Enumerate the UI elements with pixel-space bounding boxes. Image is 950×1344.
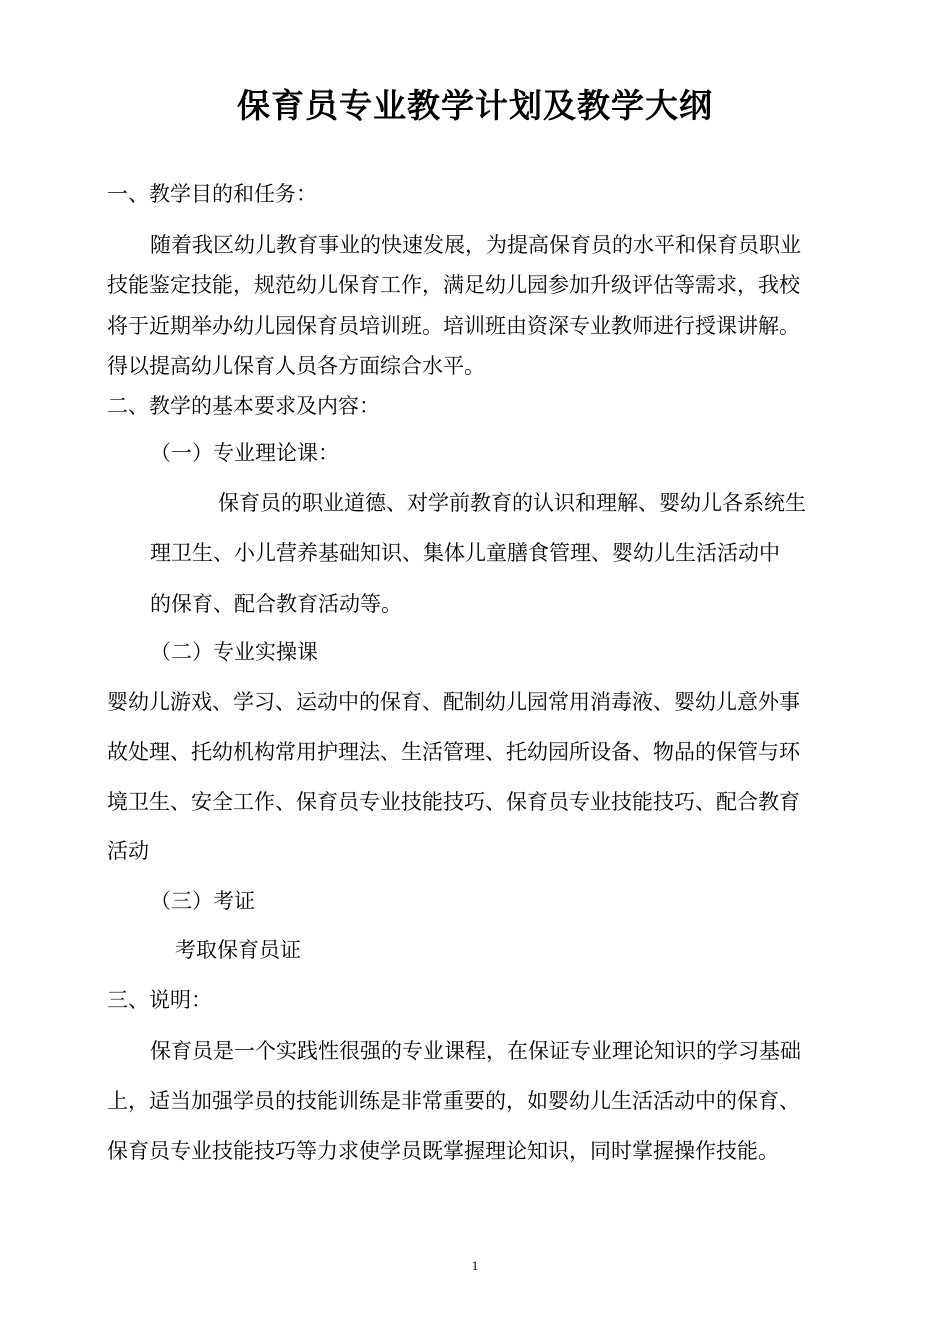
- paragraph-line: 得以提高幼儿保育人员各方面综合水平。: [107, 354, 485, 378]
- paragraph-line: 技能鉴定技能，规范幼儿保育工作，满足幼儿园参加升级评估等需求，我校: [107, 273, 800, 297]
- paragraph-line: 故处理、托幼机构常用护理法、生活管理、托幼园所设备、物品的保管与环: [107, 740, 800, 764]
- subsection-heading-3: （三）考证: [150, 889, 255, 913]
- paragraph-line: 保育员的职业道德、对学前教育的认识和理解、婴幼儿各系统生: [218, 491, 806, 515]
- paragraph-line: 将于近期举办幼儿园保育员培训班。培训班由资深专业教师进行授课讲解。: [107, 314, 800, 338]
- paragraph-line: 随着我区幼儿教育事业的快速发展，为提高保育员的水平和保育员职业: [150, 233, 801, 257]
- paragraph-line: 活动: [107, 839, 149, 863]
- subsection-heading-1: （一）专业理论课：: [150, 441, 339, 465]
- paragraph-line: 考取保育员证: [175, 938, 301, 962]
- paragraph-line: 保育员是一个实践性很强的专业课程，在保证专业理论知识的学习基础: [150, 1039, 801, 1063]
- paragraph-line: 上，适当加强学员的技能训练是非常重要的，如婴幼儿生活活动中的保育、: [107, 1089, 800, 1113]
- subsection-heading-2: （二）专业实操课: [150, 640, 318, 664]
- paragraph-line: 保育员专业技能技巧等力求使学员既掌握理论知识，同时掌握操作技能。: [107, 1139, 779, 1163]
- paragraph-line: 境卫生、安全工作、保育员专业技能技巧、保育员专业技能技巧、配合教育: [107, 790, 800, 814]
- document-title: 保育员专业教学计划及教学大纲: [237, 86, 713, 125]
- section-heading-3: 三、说明：: [107, 988, 212, 1012]
- paragraph-line: 婴幼儿游戏、学习、运动中的保育、配制幼儿园常用消毒液、婴幼儿意外事: [107, 690, 800, 714]
- section-heading-1: 一、教学目的和任务：: [107, 182, 317, 206]
- section-heading-2: 二、教学的基本要求及内容：: [107, 394, 380, 418]
- paragraph-line: 的保育、配合教育活动等。: [150, 592, 402, 616]
- paragraph-line: 理卫生、小儿营养基础知识、集体儿童膳食管理、婴幼儿生活活动中: [150, 541, 780, 565]
- page-number: 1: [471, 1258, 479, 1273]
